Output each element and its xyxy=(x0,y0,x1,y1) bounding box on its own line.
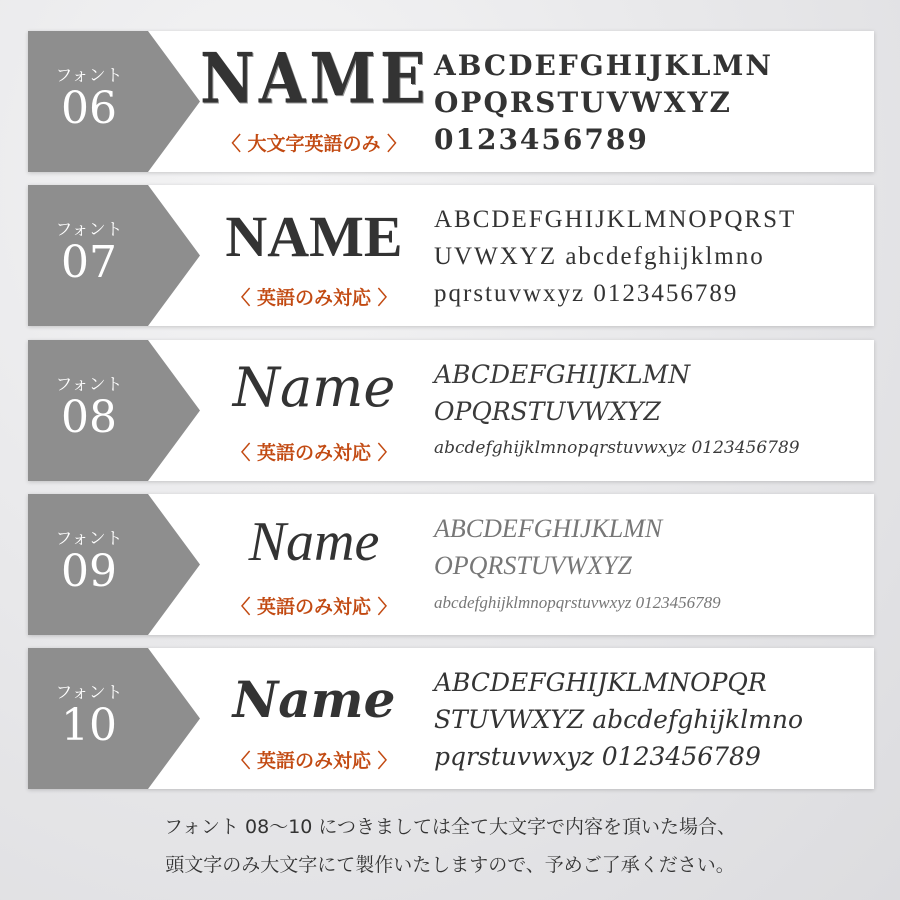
specimen-line: abcdefghijklmnopqrstuvwxyz 0123456789 xyxy=(434,593,721,612)
font-card-10 xyxy=(28,648,874,789)
specimen-line: abcdefghijklmnopqrstuvwxyz 0123456789 xyxy=(434,438,800,458)
font-sample-name: Name xyxy=(232,356,396,419)
specimen-line: pqrstuvwxyz 0123456789 xyxy=(434,280,739,307)
font-card-08 xyxy=(28,340,874,481)
font-sample-name: NAME xyxy=(200,39,430,120)
font-specimen xyxy=(434,201,864,312)
font-sample-name: NAME xyxy=(225,204,403,269)
font-usage-note: 〈 英語のみ対応 〉 xyxy=(231,750,397,772)
specimen-line: UVWXYZ abcdefghijklmno xyxy=(434,243,765,270)
footer-line: 頭文字のみ大文字にて製作いたしますので、予めご了承ください。 xyxy=(165,854,735,876)
specimen-line: 0123456789 xyxy=(434,123,649,156)
font-sample-name: Name xyxy=(232,670,396,729)
specimen-line: ABCDEFGHIJKLMN xyxy=(434,360,691,389)
specimen-line: OPQRSTUVWXYZ xyxy=(434,551,632,580)
font-usage-note: 〈 英語のみ対応 〉 xyxy=(231,596,397,618)
font-tag-number: 09 xyxy=(61,546,117,597)
font-tag-label: フォント xyxy=(55,683,123,703)
font-tag-label: フォント xyxy=(55,375,123,395)
footer-notice xyxy=(0,808,900,884)
specimen-line: ABCDEFGHIJKLMNOPQR xyxy=(434,668,767,697)
specimen-line: ABCDEFGHIJKLMN xyxy=(434,49,774,82)
specimen-line: ABCDEFGHIJKLMN xyxy=(434,514,663,543)
specimen-line: STUVWXYZ abcdefghijklmno xyxy=(434,705,804,734)
font-usage-note: 〈 英語のみ対応 〉 xyxy=(231,442,397,464)
font-tag-number: 06 xyxy=(61,83,117,134)
font-tag-number: 10 xyxy=(61,700,117,751)
font-card-07 xyxy=(28,185,874,326)
font-specimen xyxy=(434,356,864,467)
specimen-line: OPQRSTUVWXYZ xyxy=(434,86,732,119)
font-specimen xyxy=(434,47,864,158)
font-tag-number: 08 xyxy=(61,392,117,443)
specimen-line: OPQRSTUVWXYZ xyxy=(434,397,661,426)
font-card-09 xyxy=(28,494,874,635)
footer-line: フォント 08〜10 につきましては全て大文字で内容を頂いた場合、 xyxy=(163,816,737,838)
font-tag-label: フォント xyxy=(55,66,123,86)
font-card-06 xyxy=(28,31,874,172)
font-usage-note: 〈 英語のみ対応 〉 xyxy=(231,287,397,309)
font-tag-label: フォント xyxy=(55,529,123,549)
specimen-line: pqrstuvwxyz 0123456789 xyxy=(434,742,761,771)
font-specimen xyxy=(434,510,864,621)
specimen-line: ABCDEFGHIJKLMNOPQRST xyxy=(434,206,797,233)
font-tag-label: フォント xyxy=(55,220,123,240)
font-sample-name: Name xyxy=(248,511,380,573)
font-usage-note: 〈 大文字英語のみ 〉 xyxy=(221,133,407,155)
font-specimen xyxy=(434,664,864,775)
font-tag-number: 07 xyxy=(61,237,117,288)
